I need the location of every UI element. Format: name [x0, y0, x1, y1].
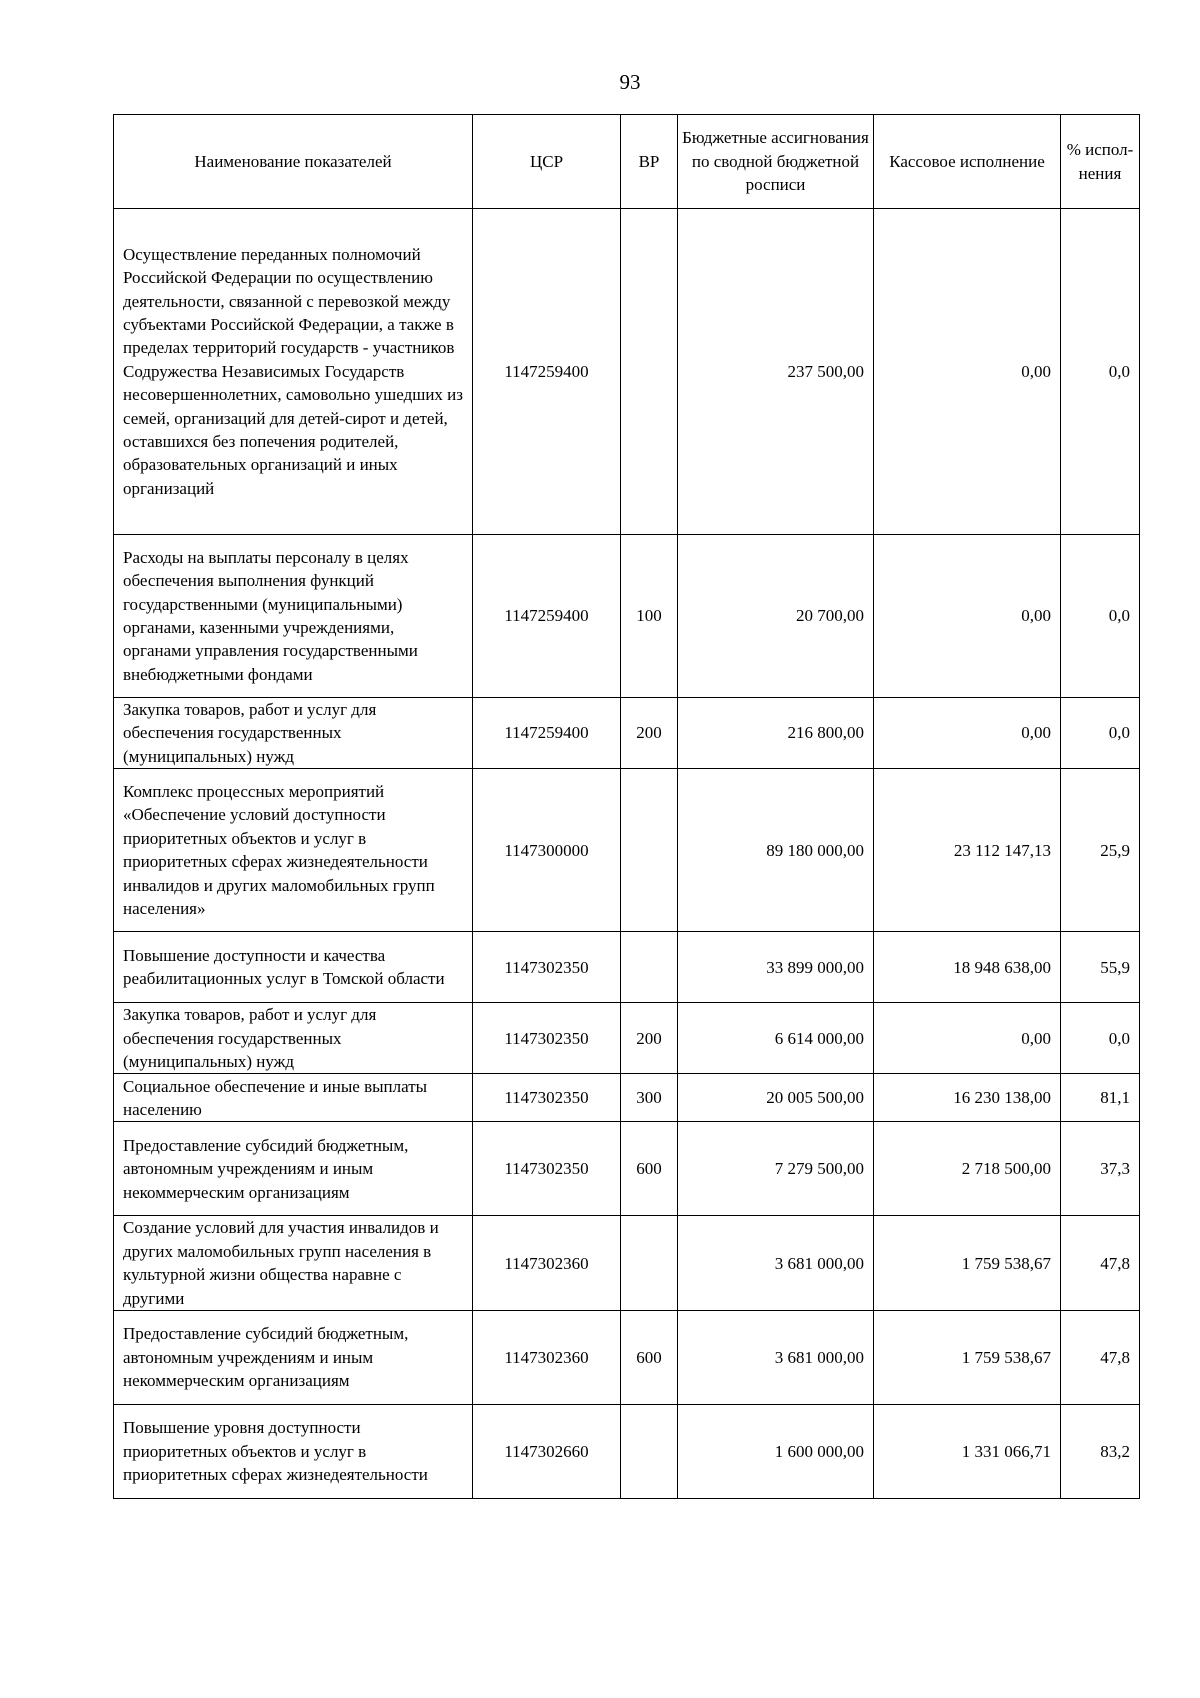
row-allocations: 1 600 000,00: [678, 1405, 874, 1499]
row-vr: 200: [621, 1003, 678, 1074]
row-name: Предоставление субсидий бюджетным, автономным учреждениям и иным некоммерческим организациям: [114, 1122, 473, 1216]
row-vr: [621, 1405, 678, 1499]
row-csr: 1147300000: [473, 769, 621, 932]
row-vr: [621, 1216, 678, 1311]
row-csr: 1147302660: [473, 1405, 621, 1499]
row-vr: [621, 932, 678, 1003]
table-row: [114, 535, 1140, 698]
header-name: Наименование показателей: [114, 115, 473, 209]
header-cash: Кассовое исполнение: [874, 115, 1061, 209]
row-csr: 1147302350: [473, 1003, 621, 1074]
row-percent: 37,3: [1061, 1122, 1140, 1216]
row-allocations: 89 180 000,00: [678, 769, 874, 932]
row-percent: 0,0: [1061, 209, 1140, 535]
row-csr: 1147302360: [473, 1216, 621, 1311]
table-row: [114, 1405, 1140, 1499]
table-row: [114, 932, 1140, 1003]
row-csr: 1147259400: [473, 209, 621, 535]
row-cash: 16 230 138,00: [874, 1074, 1061, 1122]
row-cash: 2 718 500,00: [874, 1122, 1061, 1216]
row-vr: [621, 209, 678, 535]
header-allocations: Бюджетные ассигнования по сводной бюджетной росписи: [678, 115, 874, 209]
header-percent: % испол-нения: [1061, 115, 1140, 209]
row-name: Закупка товаров, работ и услуг для обеспечения государственных (муниципальных) нужд: [114, 1003, 473, 1074]
row-allocations: 237 500,00: [678, 209, 874, 535]
row-cash: 1 759 538,67: [874, 1216, 1061, 1311]
row-vr: [621, 769, 678, 932]
row-csr: 1147302350: [473, 1122, 621, 1216]
table-row: [114, 209, 1140, 535]
row-percent: 0,0: [1061, 698, 1140, 769]
table-row: [114, 769, 1140, 932]
row-name: Комплекс процессных мероприятий «Обеспечение условий доступности приоритетных объектов и услуг в приоритетных сферах жизнедеятельности инвалидов и других маломобильных групп населения»: [114, 769, 473, 932]
table-header: [114, 115, 1140, 209]
row-vr: 300: [621, 1074, 678, 1122]
row-cash: 23 112 147,13: [874, 769, 1061, 932]
row-allocations: 3 681 000,00: [678, 1311, 874, 1405]
table-row: [114, 1003, 1140, 1074]
row-percent: 0,0: [1061, 1003, 1140, 1074]
table-row: [114, 1074, 1140, 1122]
row-vr: 600: [621, 1311, 678, 1405]
row-csr: 1147302360: [473, 1311, 621, 1405]
row-vr: 100: [621, 535, 678, 698]
row-percent: 81,1: [1061, 1074, 1140, 1122]
row-percent: 47,8: [1061, 1216, 1140, 1311]
row-cash: 0,00: [874, 1003, 1061, 1074]
row-allocations: 7 279 500,00: [678, 1122, 874, 1216]
row-allocations: 3 681 000,00: [678, 1216, 874, 1311]
table-row: [114, 1122, 1140, 1216]
row-csr: 1147259400: [473, 535, 621, 698]
row-name: Социальное обеспечение и иные выплаты населению: [114, 1074, 473, 1122]
row-name: Расходы на выплаты персоналу в целях обеспечения выполнения функций государственными (муниципальными) органами, казенными учреждениями, органами управления государственными внебюджетными фондами: [114, 535, 473, 698]
row-name: Повышение уровня доступности приоритетных объектов и услуг в приоритетных сферах жизнедеятельности: [114, 1405, 473, 1499]
row-name: Повышение доступности и качества реабилитационных услуг в Томской области: [114, 932, 473, 1003]
header-csr: ЦСР: [473, 115, 621, 209]
header-vr: ВР: [621, 115, 678, 209]
row-allocations: 20 005 500,00: [678, 1074, 874, 1122]
row-cash: 1 331 066,71: [874, 1405, 1061, 1499]
row-cash: 1 759 538,67: [874, 1311, 1061, 1405]
row-allocations: 216 800,00: [678, 698, 874, 769]
row-cash: 0,00: [874, 698, 1061, 769]
row-allocations: 33 899 000,00: [678, 932, 874, 1003]
row-name: Закупка товаров, работ и услуг для обеспечения государственных (муниципальных) нужд: [114, 698, 473, 769]
row-csr: 1147302350: [473, 932, 621, 1003]
row-name: Осуществление переданных полномочий Российской Федерации по осуществлению деятельности, связанной с перевозкой между субъектами Российской Федерации, а также в пределах территорий государств - участников Содружества Независимых Государств несовершеннолетних, самовольно ушедших из семей, организаций для детей-сирот и детей, оставшихся без попечения родителей, образовательных организаций и иных организаций: [114, 209, 473, 535]
table-row: [114, 698, 1140, 769]
row-name: Предоставление субсидий бюджетным, автономным учреждениям и иным некоммерческим организациям: [114, 1311, 473, 1405]
row-cash: 0,00: [874, 535, 1061, 698]
page-number: 93: [619, 70, 641, 94]
row-csr: 1147302350: [473, 1074, 621, 1122]
budget-table: [113, 114, 1140, 1499]
row-csr: 1147259400: [473, 698, 621, 769]
row-percent: 0,0: [1061, 535, 1140, 698]
row-allocations: 6 614 000,00: [678, 1003, 874, 1074]
row-name: Создание условий для участия инвалидов и других маломобильных групп населения в культурной жизни общества наравне с другими: [114, 1216, 473, 1311]
row-percent: 25,9: [1061, 769, 1140, 932]
row-cash: 18 948 638,00: [874, 932, 1061, 1003]
row-allocations: 20 700,00: [678, 535, 874, 698]
row-percent: 47,8: [1061, 1311, 1140, 1405]
table-row: [114, 1311, 1140, 1405]
row-percent: 83,2: [1061, 1405, 1140, 1499]
row-cash: 0,00: [874, 209, 1061, 535]
row-vr: 200: [621, 698, 678, 769]
row-percent: 55,9: [1061, 932, 1140, 1003]
row-vr: 600: [621, 1122, 678, 1216]
table-row: [114, 1216, 1140, 1311]
